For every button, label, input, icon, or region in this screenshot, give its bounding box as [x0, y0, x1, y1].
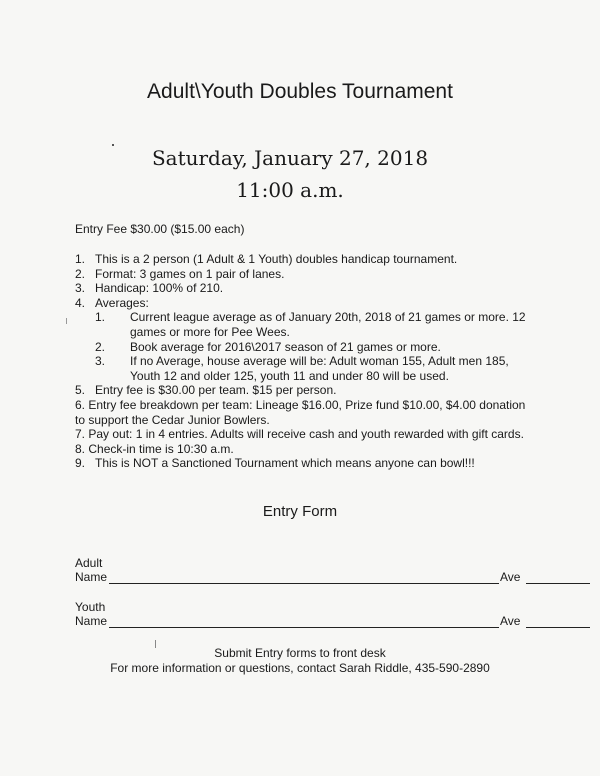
- contact-info: For more information or questions, contact Sarah Riddle, 435-590-2890: [110, 661, 490, 675]
- rule-item: [75, 427, 535, 442]
- rule-number: 1.: [75, 252, 86, 266]
- adult-name-field[interactable]: [75, 570, 520, 586]
- average-text: Current league average as of January 20th, 2018 of 21 games or more. 12 games or more for Pee Wees.: [130, 310, 526, 339]
- adult-name-line[interactable]: [109, 583, 499, 584]
- rule-number: 9.: [75, 456, 86, 471]
- average-number: 1.: [95, 310, 106, 325]
- rule-item: [75, 398, 535, 427]
- tournament-title: Adult\Youth Doubles Tournament: [147, 80, 453, 103]
- rule-text: Averages:: [95, 295, 149, 310]
- rule-item: [75, 296, 535, 311]
- rule-text: Entry fee breakdown per team: Lineage $16.00, Prize fund $10.00, $4.00 donation to support the Cedar Junior Bowlers.: [75, 397, 526, 427]
- average-item: [75, 340, 535, 355]
- rule-item: [75, 252, 535, 267]
- rule-item: [75, 456, 535, 471]
- adult-label: Adult: [75, 556, 103, 570]
- youth-name-field[interactable]: [75, 614, 520, 630]
- rule-text: Pay out: 1 in 4 entries. Adults will receive cash and youth rewarded with gift cards.: [88, 427, 524, 442]
- scan-speck: [112, 144, 114, 146]
- rule-number: 4.: [75, 295, 86, 310]
- entry-form-title: Entry Form: [262, 503, 338, 520]
- youth-label: Youth: [75, 600, 106, 614]
- average-item: [75, 354, 535, 383]
- rule-text: Format: 3 games on 1 pair of lanes.: [95, 266, 285, 281]
- entry-fee: Entry Fee $30.00 ($15.00 each): [75, 222, 245, 236]
- rule-text: Check-in time is 10:30 a.m.: [88, 441, 234, 456]
- tournament-date: Saturday, January 27, 2018: [151, 146, 429, 170]
- rule-number: 7.: [75, 427, 86, 442]
- rule-text: This is NOT a Sanctioned Tournament which means anyone can bowl!!!: [95, 456, 475, 471]
- rule-item: [75, 267, 535, 282]
- average-number: 3.: [95, 354, 106, 369]
- rules-list: [75, 252, 535, 471]
- rule-text: Handicap: 100% of 210.: [95, 281, 224, 296]
- rule-item: [75, 281, 535, 296]
- submit-instructions: Submit Entry forms to front desk: [214, 646, 386, 660]
- average-item: [75, 310, 535, 339]
- average-text: Book average for 2016\2017 season of 21 games or more.: [130, 339, 441, 354]
- rule-item: [75, 383, 535, 398]
- name-label: Name: [75, 614, 108, 628]
- youth-name-line[interactable]: [109, 627, 499, 628]
- scan-speck: [155, 640, 156, 648]
- rule-number: 2.: [75, 266, 86, 281]
- scan-speck: [66, 318, 67, 324]
- average-number: 2.: [95, 339, 106, 354]
- average-text: If no Average, house average will be: Adult woman 155, Adult men 185, Youth 12 and older 125, youth 11 and under 80 will be used.: [130, 354, 509, 383]
- tournament-time: 11:00 a.m.: [236, 178, 344, 202]
- ave-label: Ave: [500, 570, 521, 584]
- rule-number: 8.: [75, 441, 86, 456]
- rule-item: [75, 442, 535, 457]
- rule-number: 6.: [75, 397, 86, 412]
- name-label: Name: [75, 570, 108, 584]
- adult-ave-line[interactable]: [526, 583, 590, 584]
- youth-ave-line[interactable]: [526, 627, 590, 628]
- rule-number: 3.: [75, 281, 86, 296]
- rule-text: Entry fee is $30.00 per team. $15 per person.: [95, 383, 337, 398]
- rule-text: This is a 2 person (1 Adult & 1 Youth) doubles handicap tournament.: [95, 252, 458, 266]
- rule-number: 5.: [75, 383, 86, 398]
- ave-label: Ave: [500, 614, 521, 628]
